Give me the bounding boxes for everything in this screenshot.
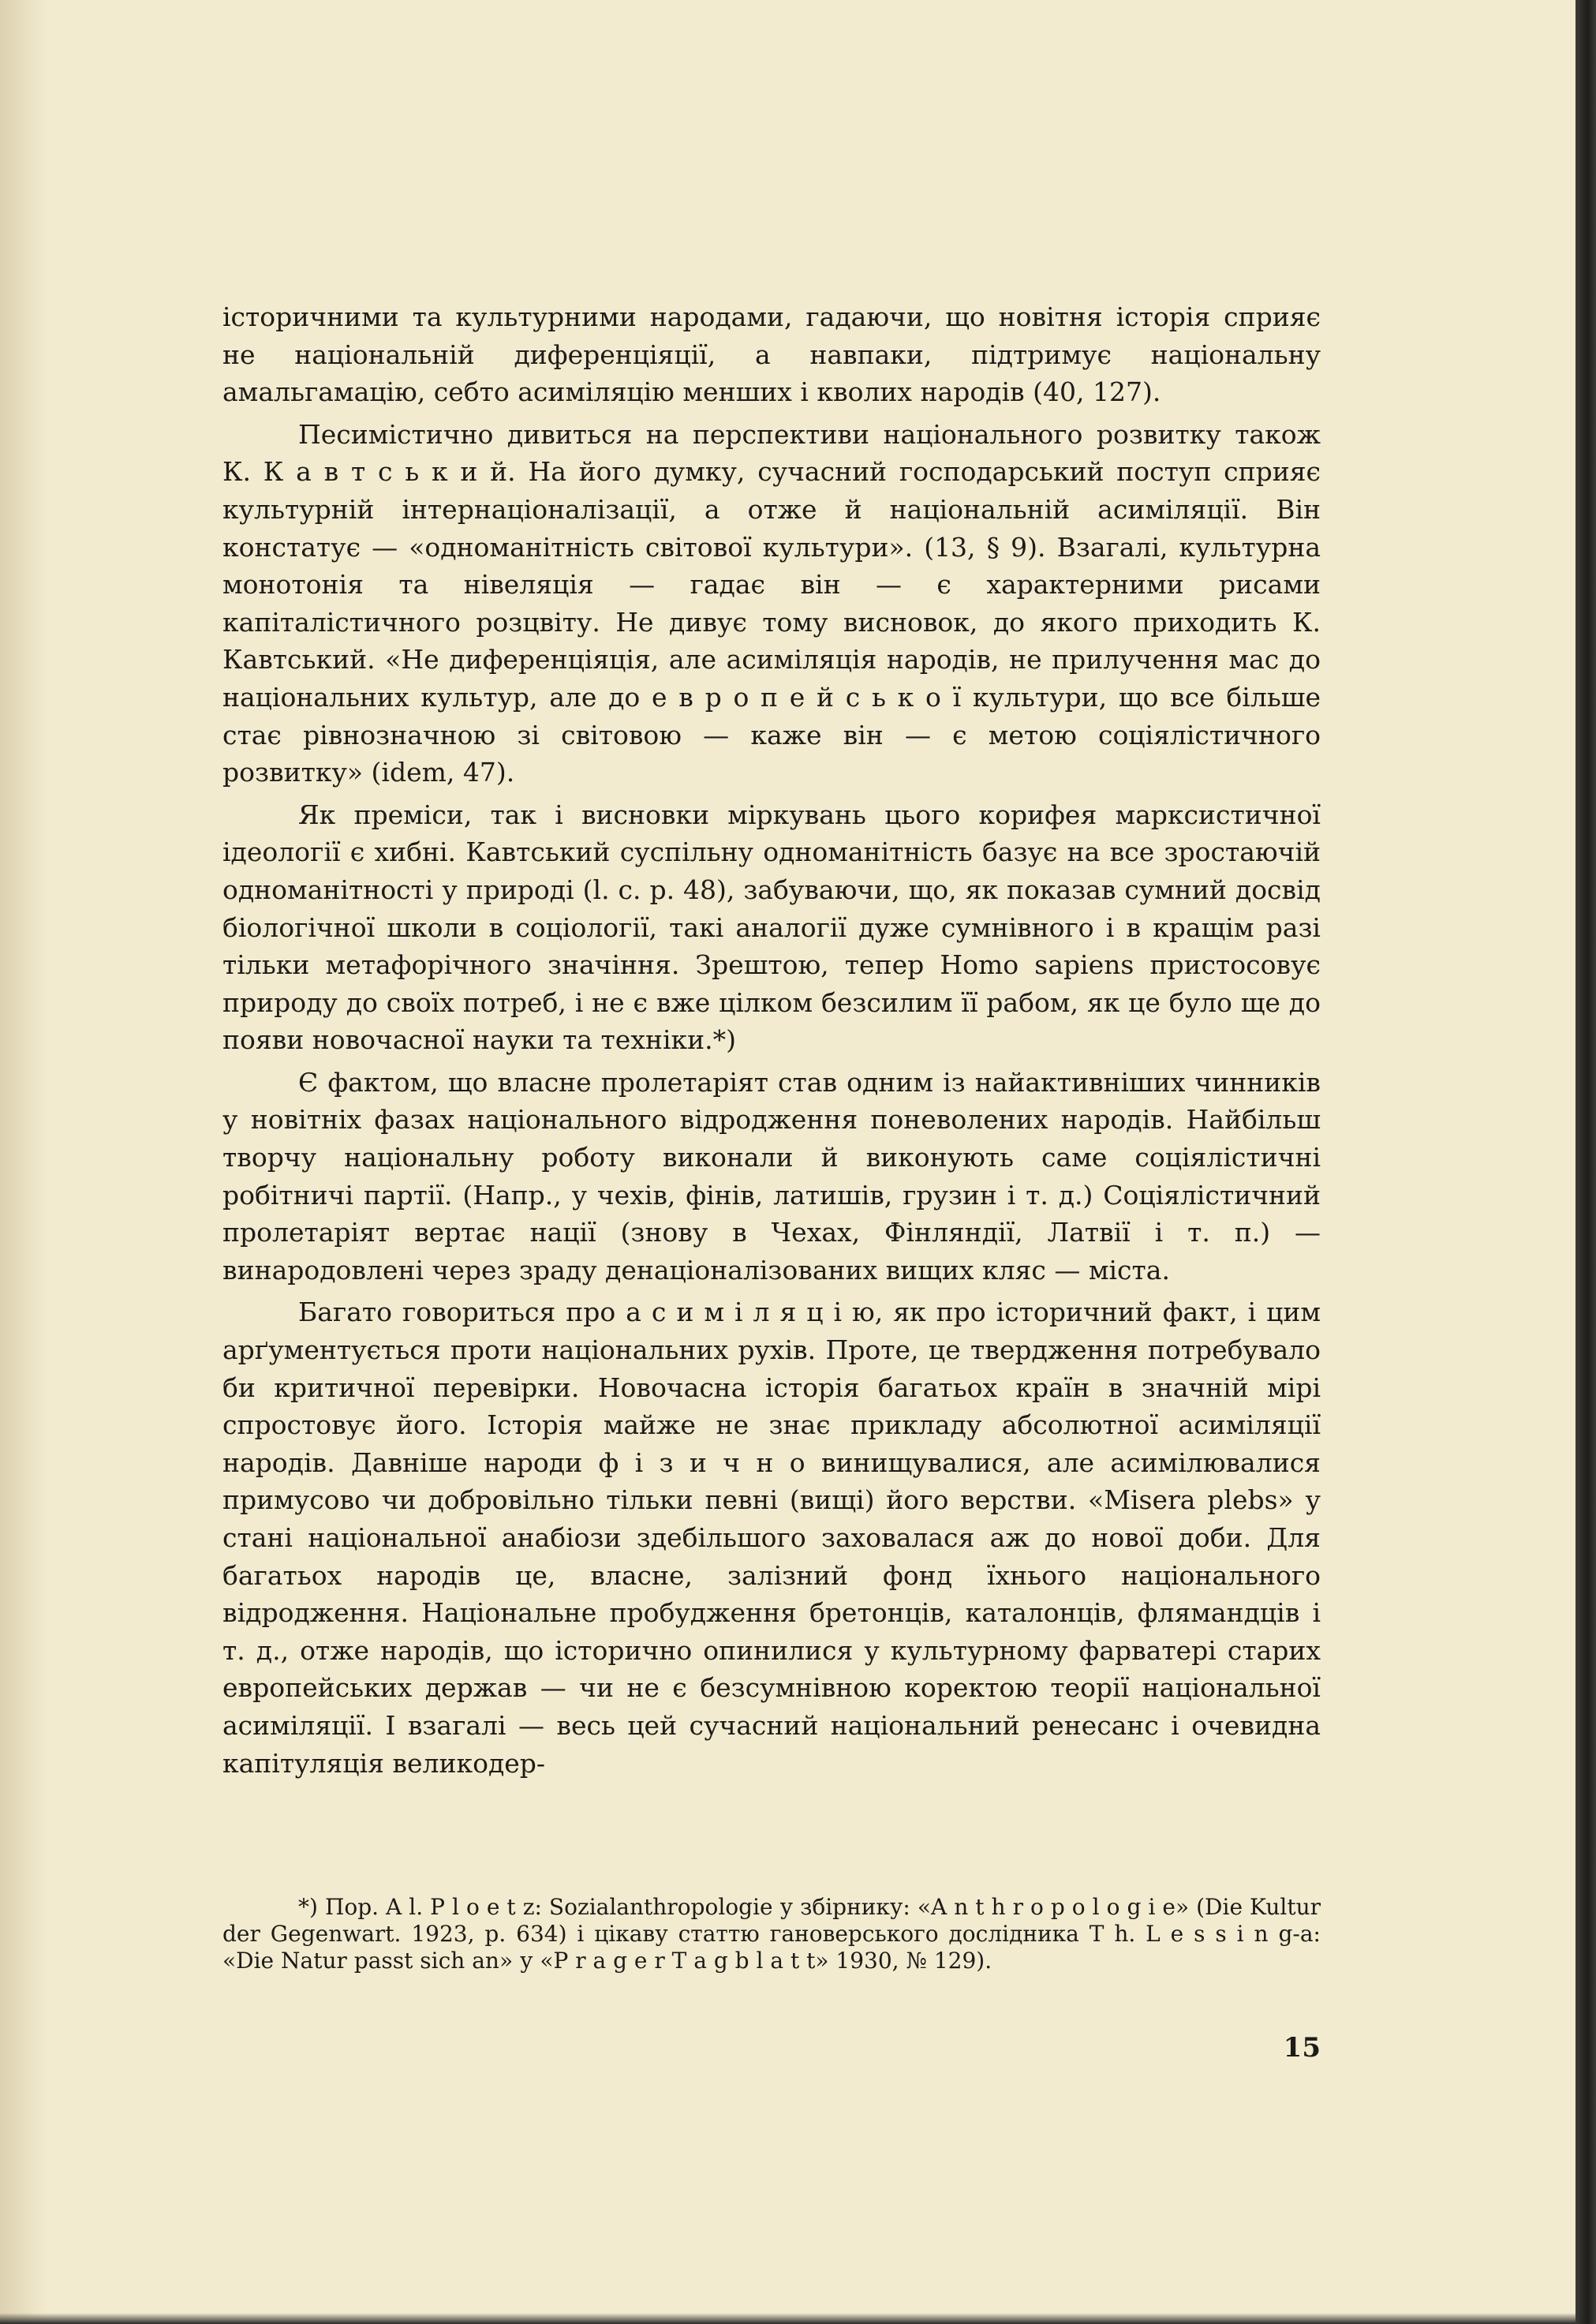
paragraph-3: Як преміси, так і висновки міркувань цього корифея марксистичної ідеології є хибні. Кавтський суспільну одноманітність базує на все зростаючій одноманітності у природі (l. c. p. 48), забуваючи, що, як показав сумний досвід біологічної школи в соціології, такі аналогії дуже сумнівного і в кращім разі тільки метафорічного значіння. Зрештою, тепер Homo sapiens пристосовує природу до своїх потреб, і не є вже цілком безсилим її рабом, як це було ще до появи новочасної науки та техніки.*): [222, 799, 1321, 1056]
paragraph-2: Песимістично дивиться на перспективи національного розвитку також К. К а в т с ь к и й. На його думку, сучасний господарський поступ сприяє культурній інтернаціоналізації, а отже й національній асиміляції. Він констатує — «одноманітність світової культури». (13, § 9). Взагалі, культурна монотонія та нівеляція — гадає він — є характерними рисами капіталістичного розцвіту. Не дивує тому висновок, до якого приходить К. Кавтський. «Не диференціяція, але асиміляція народів, не прилучення мас до національних культур, але до е в р о п е й с ь к о ї культури, що все більше стає рівнозначною зі світовою — каже він — є метою соціялістичного розвитку» (idem, 47).: [222, 418, 1321, 788]
page-number: 15: [1283, 2032, 1321, 2064]
main-text: [222, 298, 1321, 1782]
paragraph-4: Є фактом, що власне пролетаріят став одним із найактивніших чинників у новітніх фазах національного відродження поневолених народів. Найбільш творчу національну роботу виконали й виконують саме соціялістичні робітничі партії. (Напр., у чехів, фінів, латишів, грузин і т. д.) Соціялістичний пролетаріят вертає нації (знову в Чехах, Фінляндії, Латвії і т. п.) — винародовлені через зраду денаціоналізованих вищих кляс — міста.: [222, 1066, 1321, 1285]
paragraph-5: Багато говориться про а с и м і л я ц і ю, як про історичний факт, і цим арґументується проти національних рухів. Проте, це твердження потребувало би критичної перевірки. Новочасна історія багатьох країн в значній мірі спростовує його. Історія майже не знає прикладу абсолютної асиміляції народів. Давніше народи ф і з и ч н о винищувалися, але асимілювалися примусово чи добровільно тільки певні (вищі) його верстви. «Misera plebs» у стані національної анабіози здебільшого заховалася аж до нової доби. Для багатьох народів це, власне, залізний фонд їхнього національного відродження. Національне пробудження бретонців, каталонців, флямандців і т. д., отже народів, що історично опинилися у культурному фарватері старих европейських держав — чи не є безсумнівною коректою теорії національної асиміляції. І взагалі — весь цей сучасний національний ренесанс і очевидна капітуляція великодер-: [222, 1297, 1321, 1779]
footnote: *) Пор. A l. P l o e t z: Sozialanthropologie у збірнику: «A n t h r o p o l o g i e» (Die Kultur der Gegenwart. 1923, p. 634) і цікаву статтю гановерського дослідника T h. L e s s i n g-a: «Die Natur passt sich an» у «P r a g e r T a g b l a t t» 1930, № 129).: [222, 1894, 1321, 1974]
paragraph-1: історичними та культурними народами, гадаючи, що новітня історія сприяє не національній диференціяції, а навпаки, підтримує національну амальгамацію, себто асиміляцію менших і кволих народів (40, 127).: [222, 301, 1321, 408]
page-bottom-edge: [0, 2313, 1596, 2324]
